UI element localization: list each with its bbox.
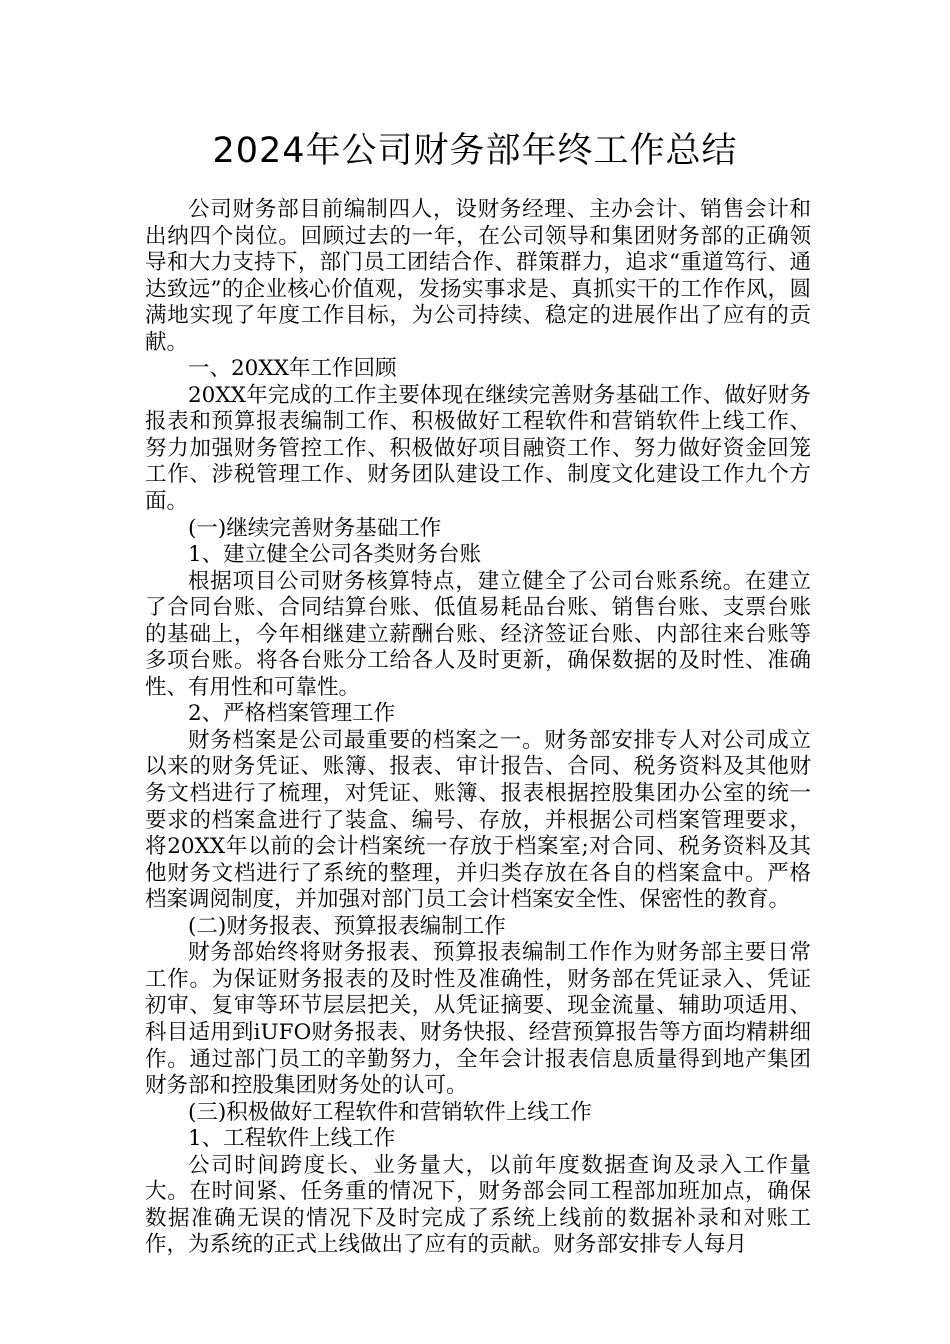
paragraph-review-summary: 20XX年完成的工作主要体现在继续完善财务基础工作、做好财务报表和预算报表编制工作、积极做好工程软件和营销软件上线工作、努力加强财务管控工作、积极做好项目融资工作、努力做好资金回笼工作、涉税管理工作、财务团队建设工作、制度文化建设工作九个方面。 <box>145 382 811 515</box>
document-body <box>145 197 811 1259</box>
subsection-heading-reports: (二)财务报表、预算报表编制工作 <box>188 913 506 939</box>
subsection-heading-software: (三)积极做好工程软件和营销软件上线工作 <box>188 1099 592 1125</box>
item-heading-engineering-software: 1、工程软件上线工作 <box>188 1126 396 1152</box>
paragraph-engineering-software: 公司时间跨度长、业务量大，以前年度数据查询及录入工作量大。在时间紧、任务重的情况下，财务部会同工程部加班加点，确保数据准确无误的情况下及时完成了系统上线前的数据补录和对账工作，为系统的正式上线做出了应有的贡献。财务部安排专人每月 <box>145 1152 811 1258</box>
document-title: 2024年公司财务部年终工作总结 <box>212 131 738 171</box>
subsection-heading-basic-work: (一)继续完善财务基础工作 <box>188 515 442 541</box>
paragraph-archives: 财务档案是公司最重要的档案之一。财务部安排专人对公司成立以来的财务凭证、账簿、报表、审计报告、合同、税务资料及其他财务文档进行了梳理，对凭证、账簿、报表根据控股集团办公室的统一要求的档案盒进行了装盒、编号、存放，并根据公司档案管理要求，将20XX年以前的会计档案统一存放于档案室;对合同、税务资料及其他财务文档进行了系统的整理，并归类存放在各自的档案盒中。严格档案调阅制度，并加强对部门员工会计档案安全性、保密性的教育。 <box>145 727 811 913</box>
section-heading-review: 一、20XX年工作回顾 <box>188 356 397 382</box>
paragraph-intro: 公司财务部目前编制四人，设财务经理、主办会计、销售会计和出纳四个岗位。回顾过去的一年，在公司领导和集团财务部的正确领导和大力支持下，部门员工团结合作、群策群力，追求“重道笃行、通达致远”的企业核心价值观，发扬实事求是、真抓实干的工作作风，圆满地实现了年度工作目标，为公司持续、稳定的进展作出了应有的贡献。 <box>145 197 811 355</box>
paragraph-reports: 财务部始终将财务报表、预算报表编制工作作为财务部主要日常工作。为保证财务报表的及时性及准确性，财务部在凭证录入、凭证初审、复审等环节层层把关，从凭证摘要、现金流量、辅助项适用、科目适用到iUFO财务报表、财务快报、经营预算报告等方面均精耕细作。通过部门员工的辛勤努力，全年会计报表信息质量得到地产集团财务部和控股集团财务处的认可。 <box>145 940 811 1099</box>
paragraph-ledgers: 根据项目公司财务核算特点，建立健全了公司台账系统。在建立了合同台账、合同结算台账、低值易耗品台账、销售台账、支票台账的基础上，今年相继建立薪酬台账、经济签证台账、内部往来台账等多项台账。将各台账分工给各人及时更新，确保数据的及时性、准确性、有用性和可靠性。 <box>145 568 811 700</box>
item-heading-ledgers: 1、建立健全公司各类财务台账 <box>188 542 482 568</box>
item-heading-archives: 2、严格档案管理工作 <box>188 701 396 727</box>
